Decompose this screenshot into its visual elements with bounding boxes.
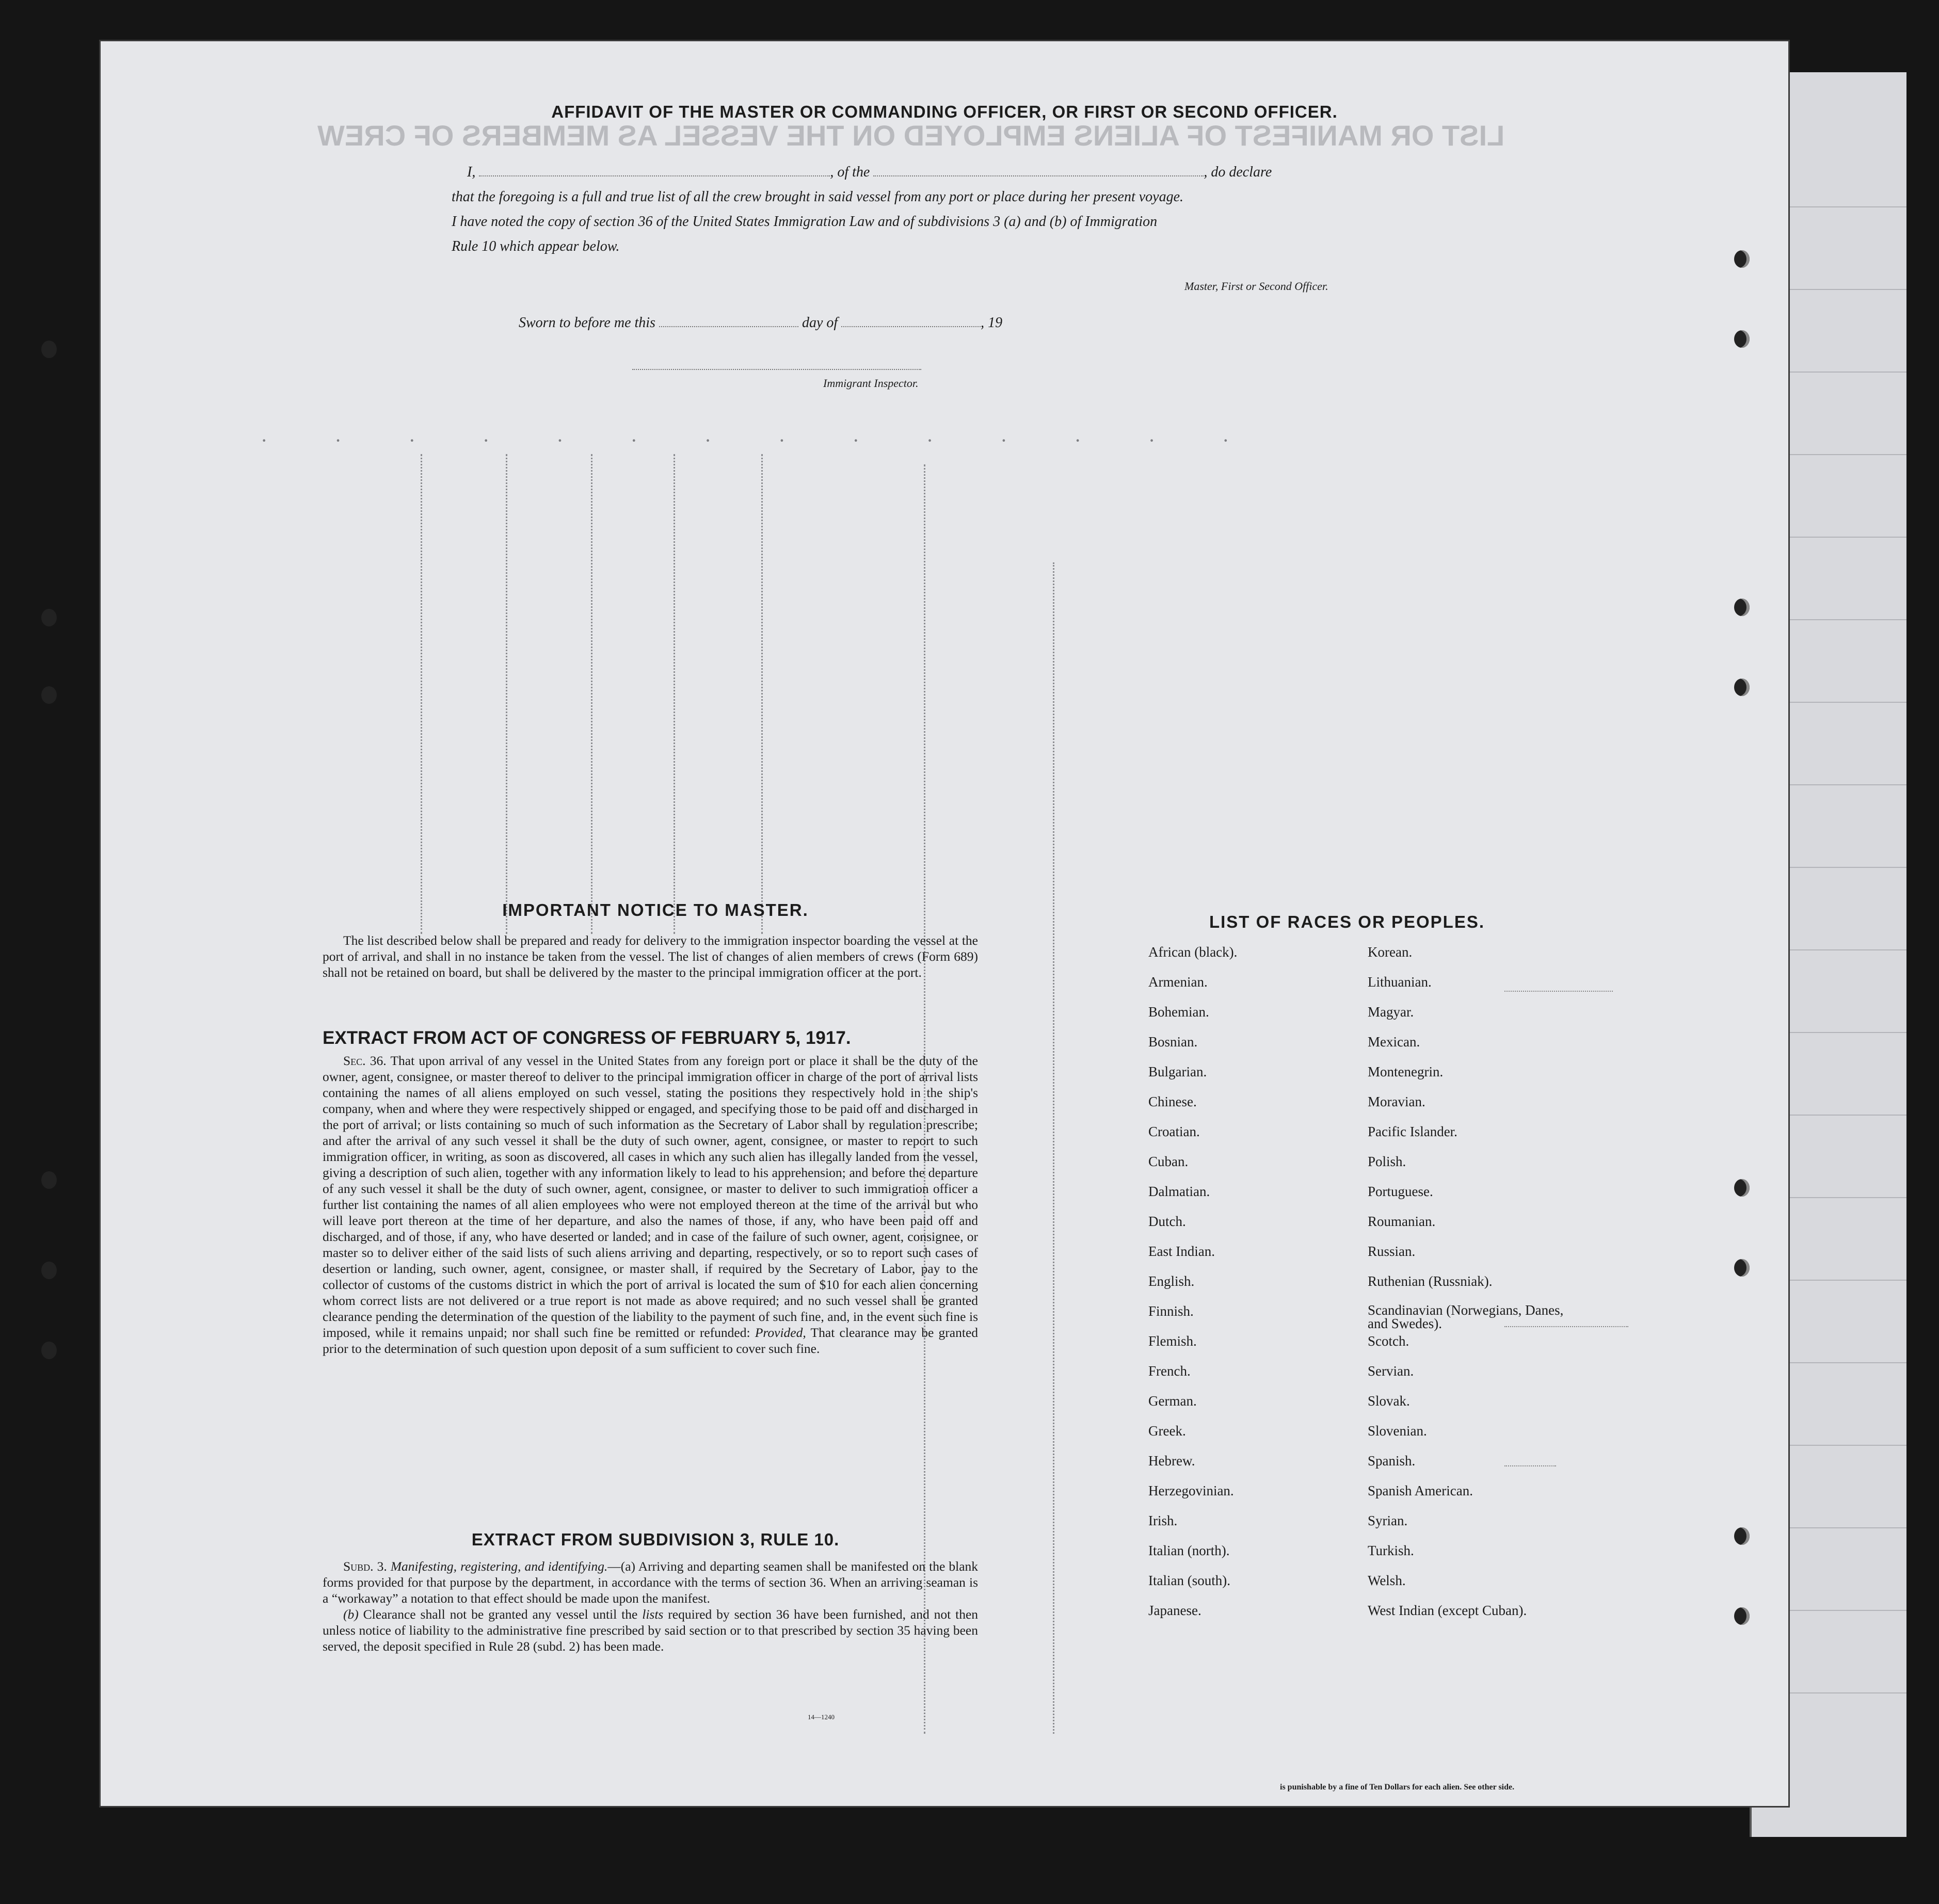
bleed-through-column [761, 454, 763, 934]
race-item: Dalmatian. [1148, 1184, 1210, 1199]
race-item: Moravian. [1368, 1094, 1425, 1109]
dotted-leader [1504, 1465, 1556, 1466]
race-item: Japanese. [1148, 1603, 1201, 1618]
declaration-line [467, 160, 1412, 185]
race-item: African (black). [1148, 944, 1238, 960]
race-item: Mexican. [1368, 1034, 1420, 1050]
race-item: Lithuanian. [1368, 974, 1432, 990]
race-item: Flemish. [1148, 1333, 1197, 1349]
sworn-line [519, 315, 1002, 331]
race-item: Chinese. [1148, 1094, 1197, 1109]
subdivision-a [323, 1558, 978, 1606]
race-item: Polish. [1368, 1154, 1406, 1169]
notice-title: IMPORTANT NOTICE TO MASTER. [502, 900, 809, 919]
affidavit-text [452, 160, 1412, 259]
race-item: Roumanian. [1368, 1214, 1436, 1229]
subd-label: Subd. 3. [343, 1559, 387, 1574]
affidavit-title: AFFIDAVIT OF THE MASTER OR COMMANDING OFFICER, OR FIRST OR SECOND OFFICER. [551, 102, 1338, 121]
race-item: Slovak. [1368, 1393, 1410, 1409]
race-item: Slovenian. [1368, 1423, 1427, 1439]
month-blank [841, 326, 981, 327]
race-item: Scandinavian (Norwegians, Danes, and Swedes). [1368, 1302, 1564, 1331]
race-item: Bulgarian. [1148, 1064, 1207, 1079]
race-item: English. [1148, 1273, 1195, 1289]
subd-heading: Manifesting, registering, and identifying. [390, 1559, 608, 1574]
rule-extract-title: EXTRACT FROM SUBDIVISION 3, RULE 10. [471, 1530, 840, 1549]
race-item: Croatian. [1148, 1124, 1200, 1139]
race-item: Greek. [1148, 1423, 1186, 1439]
section-36-text [323, 1053, 978, 1357]
race-item: Italian (north). [1148, 1543, 1230, 1558]
race-item: Herzegovinian. [1148, 1483, 1234, 1498]
binder-hole [1734, 679, 1750, 696]
bleed-through-column [674, 454, 675, 934]
b-body-1: Clearance shall not be granted any vessel until the [363, 1607, 638, 1622]
binder-hole [41, 1342, 57, 1359]
dotted-leader [1504, 991, 1613, 992]
race-item: East Indian. [1148, 1244, 1215, 1259]
day-of-text: day of [802, 315, 838, 331]
race-item: Finnish. [1148, 1303, 1194, 1319]
a-label: —(a) [607, 1559, 636, 1574]
race-item: Armenian. [1148, 974, 1208, 990]
binder-hole [41, 1171, 57, 1189]
race-item: Korean. [1368, 944, 1413, 960]
race-item: German. [1148, 1393, 1197, 1409]
subdivision-b [323, 1606, 978, 1654]
act-extract-title: EXTRACT FROM ACT OF CONGRESS OF FEBRUARY 5, 1917. [323, 1028, 851, 1048]
affidavit-line-4: Rule 10 which appear below. [452, 238, 620, 254]
section-36-body-end: That clearance may be granted prior to the determination of such question upon deposit of a sum sufficient to cover such fine. [323, 1325, 979, 1356]
binder-hole [1734, 1527, 1750, 1545]
binder-hole [1734, 1259, 1750, 1277]
master-name-blank [479, 175, 830, 176]
binder-hole [1734, 1607, 1750, 1625]
inspector-signature-blank [632, 369, 921, 370]
race-item: West Indian (except Cuban). [1368, 1603, 1527, 1618]
section-36-body: That upon arrival of any vessel in the United States from any foreign port or place it shall be the duty of the owner, agent, consignee, or master thereof to deliver to the principal immigration officer in charge of the port of arrival lists containing the names of all aliens employed on such vessel, stating the positions they respectively hold in the ship's company, when and where they were respectively shipped or engaged, and specifying those to be paid off and discharged in the port of arrival; or lists containing so much of such information as the Secretary of Labor shall by regulation prescribe; and after the arrival of any such vessel it shall be the duty of such owner, agent, consignee, or master to report to such immigration officer, in writing, as soon as discovered, all cases in which any such alien has illegally landed from the vessel, giving a description of such alien, together with any information likely to lead to his apprehension; and before the departure of any such vessel it shall be the duty of such owner, agent, consignee, or master to deliver to such immigration officer a further list containing the names of all alien employees who were not employed thereon at the time of the arrival but who will leave port thereon at the time of her departure, and also the names of those, if any, who have been paid off and discharged, and of those, if any, who have deserted or landed; and in case of the failure of such owner, agent, consignee, or master so to deliver either of the said lists of such aliens arriving and departing, respectively, or so to report such cases of desertion or landing, such owner, agent, consignee, or master shall, if required by the Secretary of Labor, pay to the collector of customs of the customs district in which the port of arrival is located the sum of $10 for each alien concerning whom correct lists are not delivered or a true report is not made as above required; and no such vessel shall be granted clearance pending the determination of the question of the liability to the payment of such fine, and, in the event such fine is imposed, while it remains unpaid; nor shall such fine be remitted or refunded: [323, 1053, 978, 1340]
binder-hole [41, 341, 57, 358]
race-item: Montenegrin. [1368, 1064, 1444, 1079]
race-item: Dutch. [1148, 1214, 1186, 1229]
binder-hole [41, 686, 57, 704]
bleed-through-title: LIST OR MANIFEST OF ALIENS EMPLOYED ON THE VESSEL AS MEMBERS OF CREW [317, 119, 1505, 152]
race-item: Russian. [1368, 1244, 1416, 1259]
affidavit-line-3: I have noted the copy of section 36 of the United States Immigration Law and of subdivisions 3 (a) and (b) of Immigration [452, 214, 1158, 230]
race-item: French. [1148, 1363, 1191, 1379]
race-item: Scotch. [1368, 1333, 1409, 1349]
manifest-page [101, 41, 1788, 1806]
subdivision-3-text [323, 1558, 978, 1654]
binder-hole [1734, 599, 1750, 616]
races-list-right [1368, 944, 1584, 1633]
bleed-through-column [1053, 562, 1054, 1734]
race-item: Welsh. [1368, 1573, 1406, 1588]
race-item: Bohemian. [1148, 1004, 1209, 1020]
race-item: Syrian. [1368, 1513, 1408, 1528]
races-title: LIST OF RACES OR PEOPLES. [1209, 912, 1485, 931]
race-item: Ruthenian (Russniak). [1368, 1273, 1493, 1289]
race-item: Cuban. [1148, 1154, 1189, 1169]
decl-do-declare: , do declare [1204, 164, 1272, 180]
race-item: Hebrew. [1148, 1453, 1195, 1469]
notice-body: The list described below shall be prepared and ready for delivery to the immigration inspector boarding the vessel at the port of arrival, and shall in no instance be taken from the vessel. The list of changes of alien members of crews (Form 689) shall not be retained on board, but shall be delivered by the master to the principal immigration officer at the port. [323, 933, 978, 980]
vessel-name-blank [873, 175, 1204, 176]
form-number: 14—1240 [808, 1713, 835, 1721]
day-blank [659, 326, 798, 327]
binder-hole [1734, 250, 1750, 268]
provided-word: Provided, [755, 1325, 806, 1340]
race-item: Portuguese. [1368, 1184, 1433, 1199]
binder-hole [41, 609, 57, 626]
bleed-through-column [591, 454, 592, 934]
dotted-leader [1504, 1326, 1628, 1327]
b-lists: lists [642, 1607, 664, 1622]
inspector-signature-label: Immigrant Inspector. [823, 377, 919, 390]
decl-of-the: , of the [830, 164, 870, 180]
a-body: Arriving and departing seamen shall be manifested on the blank forms provided for that purpose by the department, in accordance with the terms of section 36. When an arriving seaman is a “workaway” a notation to that effect should be made upon the manifest. [323, 1559, 979, 1606]
master-signature-label: Master, First or Second Officer. [1184, 280, 1328, 293]
bleed-through-column [421, 454, 422, 934]
race-item: Bosnian. [1148, 1034, 1198, 1050]
race-item: Spanish. [1368, 1453, 1416, 1469]
footer-note: is punishable by a fine of Ten Dollars for each alien. See other side. [1280, 1783, 1515, 1792]
race-item: Irish. [1148, 1513, 1178, 1528]
race-item: Magyar. [1368, 1004, 1414, 1020]
affidavit-line-2: that the foregoing is a full and true list of all the crew brought in said vessel from any port or place during her present voyage. [452, 189, 1184, 205]
b-body-2: required by section 36 have been furnished, and not then unless notice of liability to the administrative fine prescribed by said section or to that prescribed by section 35 having been served, the deposit specified in Rule 28 (subd. 2) has been made. [323, 1607, 979, 1654]
section-label: Sec. 36. [343, 1053, 387, 1068]
race-item: Spanish American. [1368, 1483, 1473, 1498]
b-label: (b) [343, 1607, 359, 1622]
race-item: Italian (south). [1148, 1573, 1230, 1588]
binder-hole [41, 1262, 57, 1279]
races-list-left [1148, 944, 1237, 1633]
race-item: Pacific Islander. [1368, 1124, 1457, 1139]
binder-hole [1734, 330, 1750, 348]
binder-hole [1734, 1179, 1750, 1197]
bleed-through-column [506, 454, 507, 934]
bleed-through-marks: · · · · · · · · · · · · · · [261, 429, 1260, 452]
sworn-text: Sworn to before me this [519, 315, 655, 331]
year-text: , 19 [981, 315, 1003, 331]
decl-i: I, [467, 164, 476, 180]
race-item: Servian. [1368, 1363, 1414, 1379]
race-item: Turkish. [1368, 1543, 1414, 1558]
